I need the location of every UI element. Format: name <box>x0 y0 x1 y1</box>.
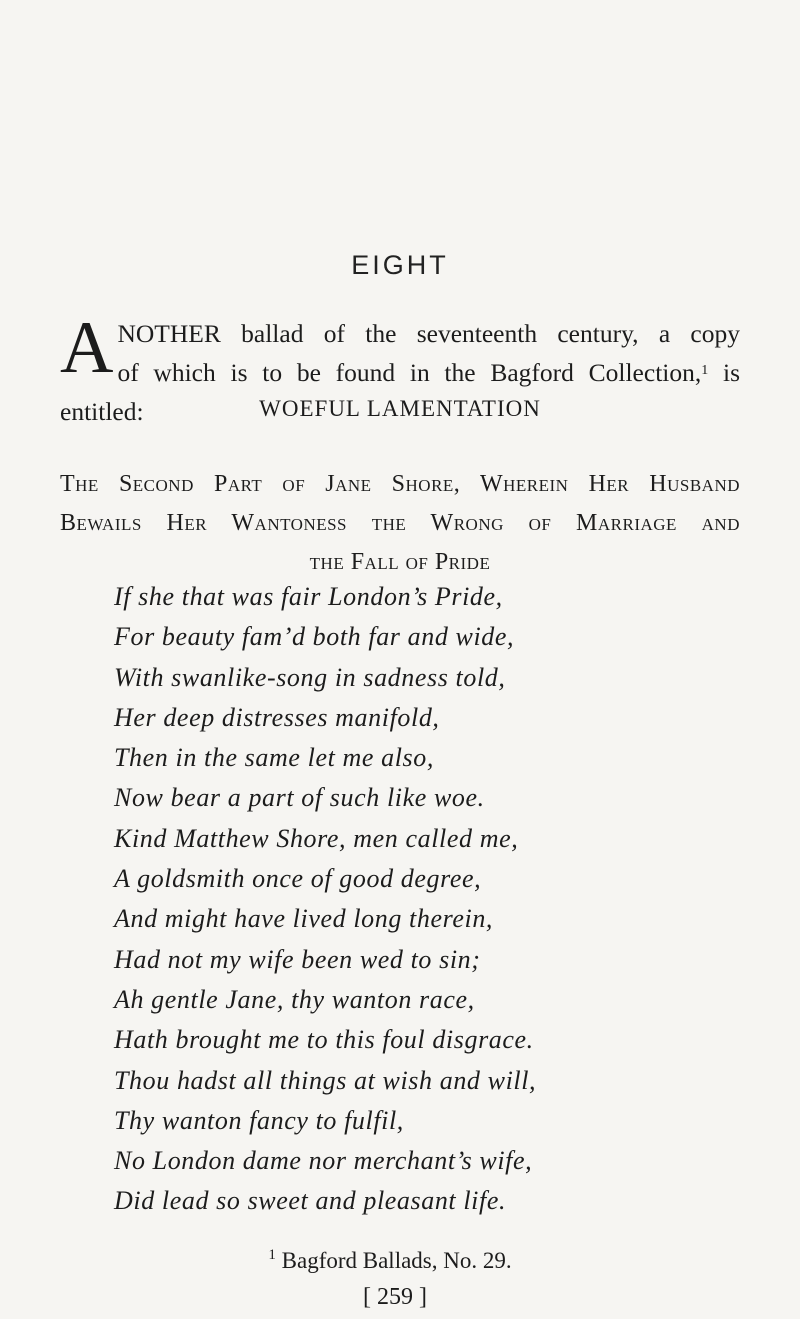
chapter-heading: EIGHT <box>351 250 449 280</box>
intro-line-2-end: is <box>708 358 740 387</box>
footnote <box>0 1248 800 1274</box>
subtitle-line: Bewails Her Wantoness the Wrong of Marriage and <box>60 510 740 536</box>
verse-line: For beauty fam’d both far and wide, <box>114 622 515 652</box>
verse-line: Had not my wife been wed to sin; <box>114 944 481 974</box>
intro-line-1: NOTHER ballad of the seventeenth century, a copy <box>117 319 740 348</box>
verse-line: Thou hadst all things at wish and will, <box>114 1065 537 1095</box>
verse-line: Her deep distresses manifold, <box>114 702 440 732</box>
intro-line-2 <box>60 353 740 392</box>
intro-line-2-text: of which is to be found in the Bagford Collection, <box>117 358 702 387</box>
verse-line: If she that was fair London’s Pride, <box>114 582 503 611</box>
subtitle-line: The Second Part of Jane Shore, Wherein Her Husband <box>60 471 740 497</box>
drop-cap: A <box>60 307 114 389</box>
page-number: [ 259 ] <box>363 1284 427 1310</box>
footnote-marker: 1 <box>701 363 709 378</box>
verse-line: Did lead so sweet and pleasant life. <box>114 1186 507 1216</box>
ballad-title: WOEFUL LAMENTATION <box>259 396 541 421</box>
verse-line: Then in the same let me also, <box>114 743 434 773</box>
verse-line: Thy wanton fancy to fulfil, <box>114 1105 404 1135</box>
verse-line: No London dame nor merchant’s wife, <box>114 1146 533 1176</box>
ballad-verse <box>114 577 536 1222</box>
footnote-text: Bagford Ballads, No. 29. <box>281 1248 512 1273</box>
verse-line: Kind Matthew Shore, men called me, <box>114 823 519 853</box>
verse-line: With swanlike-song in sadness told, <box>114 662 506 692</box>
verse-line: Now bear a part of such like woe. <box>114 783 485 813</box>
verse-line: A goldsmith once of good degree, <box>114 864 482 894</box>
footnote-number: 1 <box>268 1247 276 1263</box>
verse-line: And might have lived long therein, <box>114 904 494 934</box>
verse-line: Hath brought me to this foul disgrace. <box>114 1025 534 1055</box>
intro-line-3: entitled: <box>60 397 144 426</box>
verse-line: Ah gentle Jane, thy wanton race, <box>114 984 475 1014</box>
subtitle-line: the Fall of Pride <box>309 549 491 575</box>
ballad-subtitle <box>60 465 740 582</box>
